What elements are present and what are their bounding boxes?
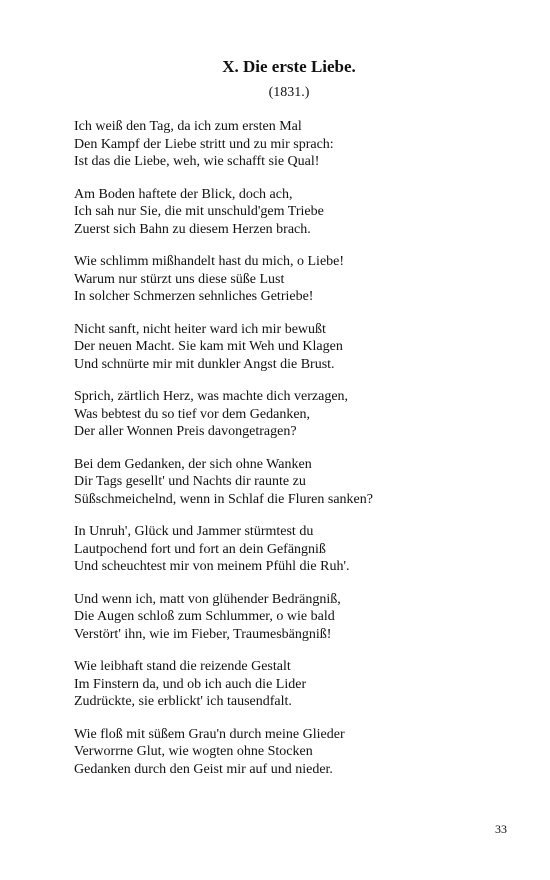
stanza-9: [74, 658, 524, 711]
verse-line: Wie leibhaft stand die reizende Gestalt: [74, 659, 291, 674]
poem-title: X. Die erste Liebe.: [222, 57, 356, 76]
stanza-2: [74, 186, 524, 239]
verse-line: Der aller Wonnen Preis davongetragen?: [74, 424, 297, 439]
verse-line: Verstört' ihn, wie im Fieber, Traumesbängniß!: [74, 626, 332, 642]
verse-line: Ich weiß den Tag, da ich zum ersten Mal: [74, 119, 302, 134]
poem-year: (1831.): [268, 85, 310, 100]
page-number: 33: [495, 822, 507, 836]
stanza-3: [74, 253, 524, 306]
verse-line: Ich sah nur Sie, die mit unschuld'gem Triebe: [74, 204, 324, 219]
verse-line: Dir Tags gesellt' und Nachts dir raunte zu: [74, 474, 306, 489]
verse-line: Am Boden haftete der Blick, doch ach,: [74, 186, 293, 202]
stanza-8: [74, 591, 524, 644]
verse-line: Und schnürte mir mit dunkler Angst die Brust.: [74, 356, 335, 372]
poem-body: [74, 118, 524, 793]
verse-line: Zuerst sich Bahn zu diesem Herzen brach.: [74, 221, 311, 237]
stanza-6: [74, 456, 524, 509]
verse-line: Lautpochend fort und fort an dein Gefängniß: [74, 541, 326, 557]
verse-line: Gedanken durch den Geist mir auf und nieder.: [74, 761, 333, 777]
verse-line: Wie schlimm mißhandelt hast du mich, o Liebe!: [74, 254, 345, 269]
stanza-4: [74, 321, 524, 374]
verse-line: Warum nur stürzt uns diese süße Lust: [74, 271, 285, 287]
verse-line: Süßschmeichelnd, wenn in Schlaf die Fluren sanken?: [74, 491, 373, 507]
verse-line: Was bebtest du so tief vor dem Gedanken,: [74, 406, 311, 422]
stanza-7: [74, 523, 524, 576]
verse-line: Verworrne Glut, wie wogten ohne Stocken: [74, 744, 313, 759]
verse-line: Ist das die Liebe, weh, wie schafft sie Qual!: [74, 154, 320, 169]
verse-line: Nicht sanft, nicht heiter ward ich mir bewußt: [74, 321, 326, 337]
verse-line: Bei dem Gedanken, der sich ohne Wanken: [74, 456, 312, 472]
verse-line: Im Finstern da, und ob ich auch die Lider: [74, 676, 307, 692]
verse-line: Der neuen Macht. Sie kam mit Weh und Klagen: [74, 339, 343, 354]
stanza-10: [74, 726, 524, 779]
verse-line: Wie floß mit süßem Grau'n durch meine Glieder: [74, 726, 345, 742]
verse-line: Den Kampf der Liebe stritt und zu mir sprach:: [74, 136, 334, 152]
verse-line: In solcher Schmerzen sehnliches Getriebe!: [74, 289, 314, 304]
verse-line: Und wenn ich, matt von glühender Bedrängniß,: [74, 591, 341, 607]
verse-line: Und scheuchtest mir von meinem Pfühl die Ruh'.: [74, 559, 350, 574]
verse-line: Die Augen schloß zum Schlummer, o wie bald: [74, 609, 335, 624]
stanza-1: [74, 118, 524, 171]
verse-line: Zudrückte, sie erblickt' ich tausendfalt.: [74, 694, 292, 709]
stanza-5: [74, 388, 524, 441]
verse-line: In Unruh', Glück und Jammer stürmtest du: [74, 524, 314, 539]
verse-line: Sprich, zärtlich Herz, was machte dich verzagen,: [74, 389, 349, 404]
